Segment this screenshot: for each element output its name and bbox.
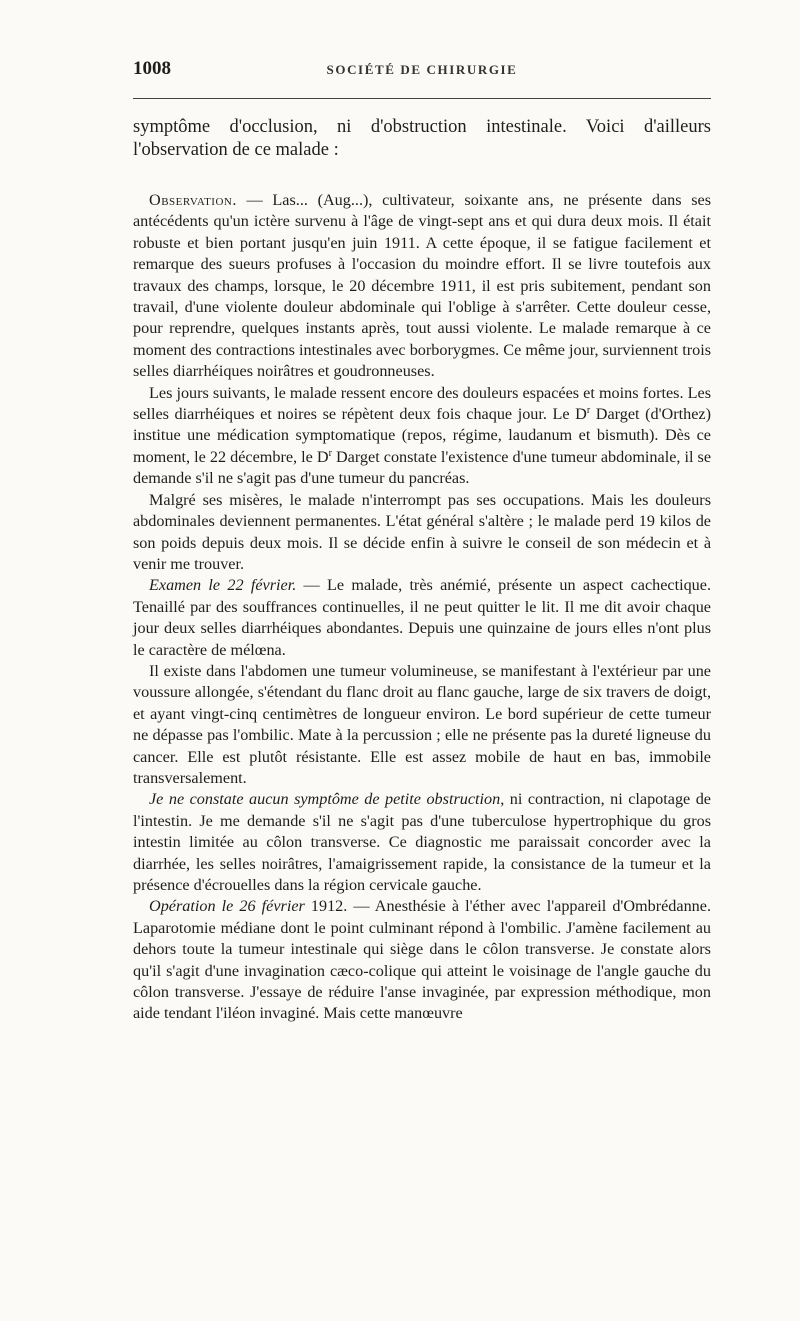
paragraph-text: 1912. — Anesthésie à l'éther avec l'appareil d'Ombrédanne. Laparotomie médiane dont le point culminant répond à l'ombilic. J'amène facilement au dehors toute la tumeur intestinale qui siège dans le côlon transverse. Je constate alors qu'il s'agit d'une invagination cæco-colique qui atteint le voisinage de l'angle gauche du côlon transverse. J'essaye de réduire l'anse invaginée, par expression méthodique, mon aide tendant l'iléon invaginé. Mais cette manœuvre (133, 897, 711, 1023)
paragraph-text: ni contraction, ni clapotage de l'intestin. Je me demande s'il ne s'agit pas d'une tuberculose hypertrophique du gros intestin limitée au côlon transverse. Ce diagnostic me paraissait concorder avec la diarrhée, les selles noirâtres, l'amaigrissement rapide, la consistance de la tumeur et la présence d'écrouelles dans la région cervicale gauche. (133, 790, 711, 894)
diagnostic-lead: Je ne constate aucun symptôme de petite obstruction, (149, 790, 505, 809)
observation-lead: Observation. (149, 191, 237, 209)
running-title: SOCIÉTÉ DE CHIRURGIE (326, 62, 518, 77)
paragraph-text: Darget (d'Orthez) institue une médication symptomatique (repos, régime, laudanum et bismuth). Dès ce moment, le 22 décembre, le D (133, 405, 711, 466)
paragraph-following-days (133, 383, 711, 490)
operation-lead: Opération le 26 février (149, 897, 305, 916)
paragraph-text: — Le malade, très anémié, présente un aspect cachectique. Tenaillé par des souffrances continuelles, il ne peut quitter le lit. Il me dit avoir chaque jour deux selles diarrhéiques abondantes. Depuis une quinzaine de jours elles n'ont plus le caractère de mélœna. (133, 576, 712, 659)
paragraph-tumeur: Il existe dans l'abdomen une tumeur volumineuse, se manifestant à l'extérieur par une voussure allongée, s'étendant du flanc droit au flanc gauche, large de six travers de doigt, et ayant vingt-cinq centimètres de longueur environ. Le bord supérieur de cette tumeur ne dépasse pas l'ombilic. Mate à la percussion ; elle ne présente pas la dureté ligneuse du cancer. Elle est plutôt résistante. Elle est assez mobile de haut en bas, immobile transversalement. (133, 661, 711, 787)
superscript: r (586, 405, 591, 417)
observation-body (133, 190, 711, 1025)
paragraph-miseres: Malgré ses misères, le malade n'interrompt pas ses occupations. Mais les douleurs abdominales deviennent permanentes. L'état général s'altère ; le malade perd 19 kilos de son poids depuis deux mois. Il se décide enfin à suivre le conseil de son médecin et à venir me trouver. (133, 490, 711, 573)
paragraph-examen (133, 575, 711, 661)
paragraph-operation (133, 896, 711, 1024)
examen-lead: Examen le 22 février. (149, 576, 297, 595)
intro-text: symptôme d'occlusion, ni d'obstruction intestinale. Voici d'ailleurs l'observation de ce malade : (133, 117, 711, 160)
page-header (133, 58, 711, 88)
page-number: 1008 (133, 58, 171, 79)
paragraph-observation (133, 190, 711, 383)
superscript: r (328, 447, 332, 459)
paragraph-text: Darget constate l'existence d'une tumeur abdominale, il se demande s'il ne s'agit pas d'une tumeur du pancréas. (133, 447, 712, 488)
header-rule (133, 98, 711, 99)
paragraph-text: Les jours suivants, le malade ressent encore des douleurs espacées et moins fortes. Les selles diarrhéiques et noires se répètent deux fois chaque jour. Le D (133, 383, 711, 424)
paragraph-text: — Las... (Aug...), cultivateur, soixante ans, ne présente dans ses antécédents qu'un ictère survenu à l'âge de vingt-sept ans et qui dura deux mois. Il était robuste et bien portant jusqu'en juin 1911. A cette époque, il se fatigue facilement et remarque des sueurs profuses à l'occasion du moindre effort. Il se livre toutefois aux travaux des champs, lorsque, le 20 décembre 1911, il est pris subitement, pendant son travail, d'une violente douleur abdominale qui l'oblige à s'arrêter. Cette douleur cesse, pour reprendre, quelques instants après, tout aussi violente. Le malade remarque à ce moment des contractions intestinales avec borborygmes. Ce même jour, surviennent trois selles diarrhéiques noirâtres et goudronneuses. (133, 191, 711, 381)
paragraph-diagnostic (133, 789, 711, 896)
